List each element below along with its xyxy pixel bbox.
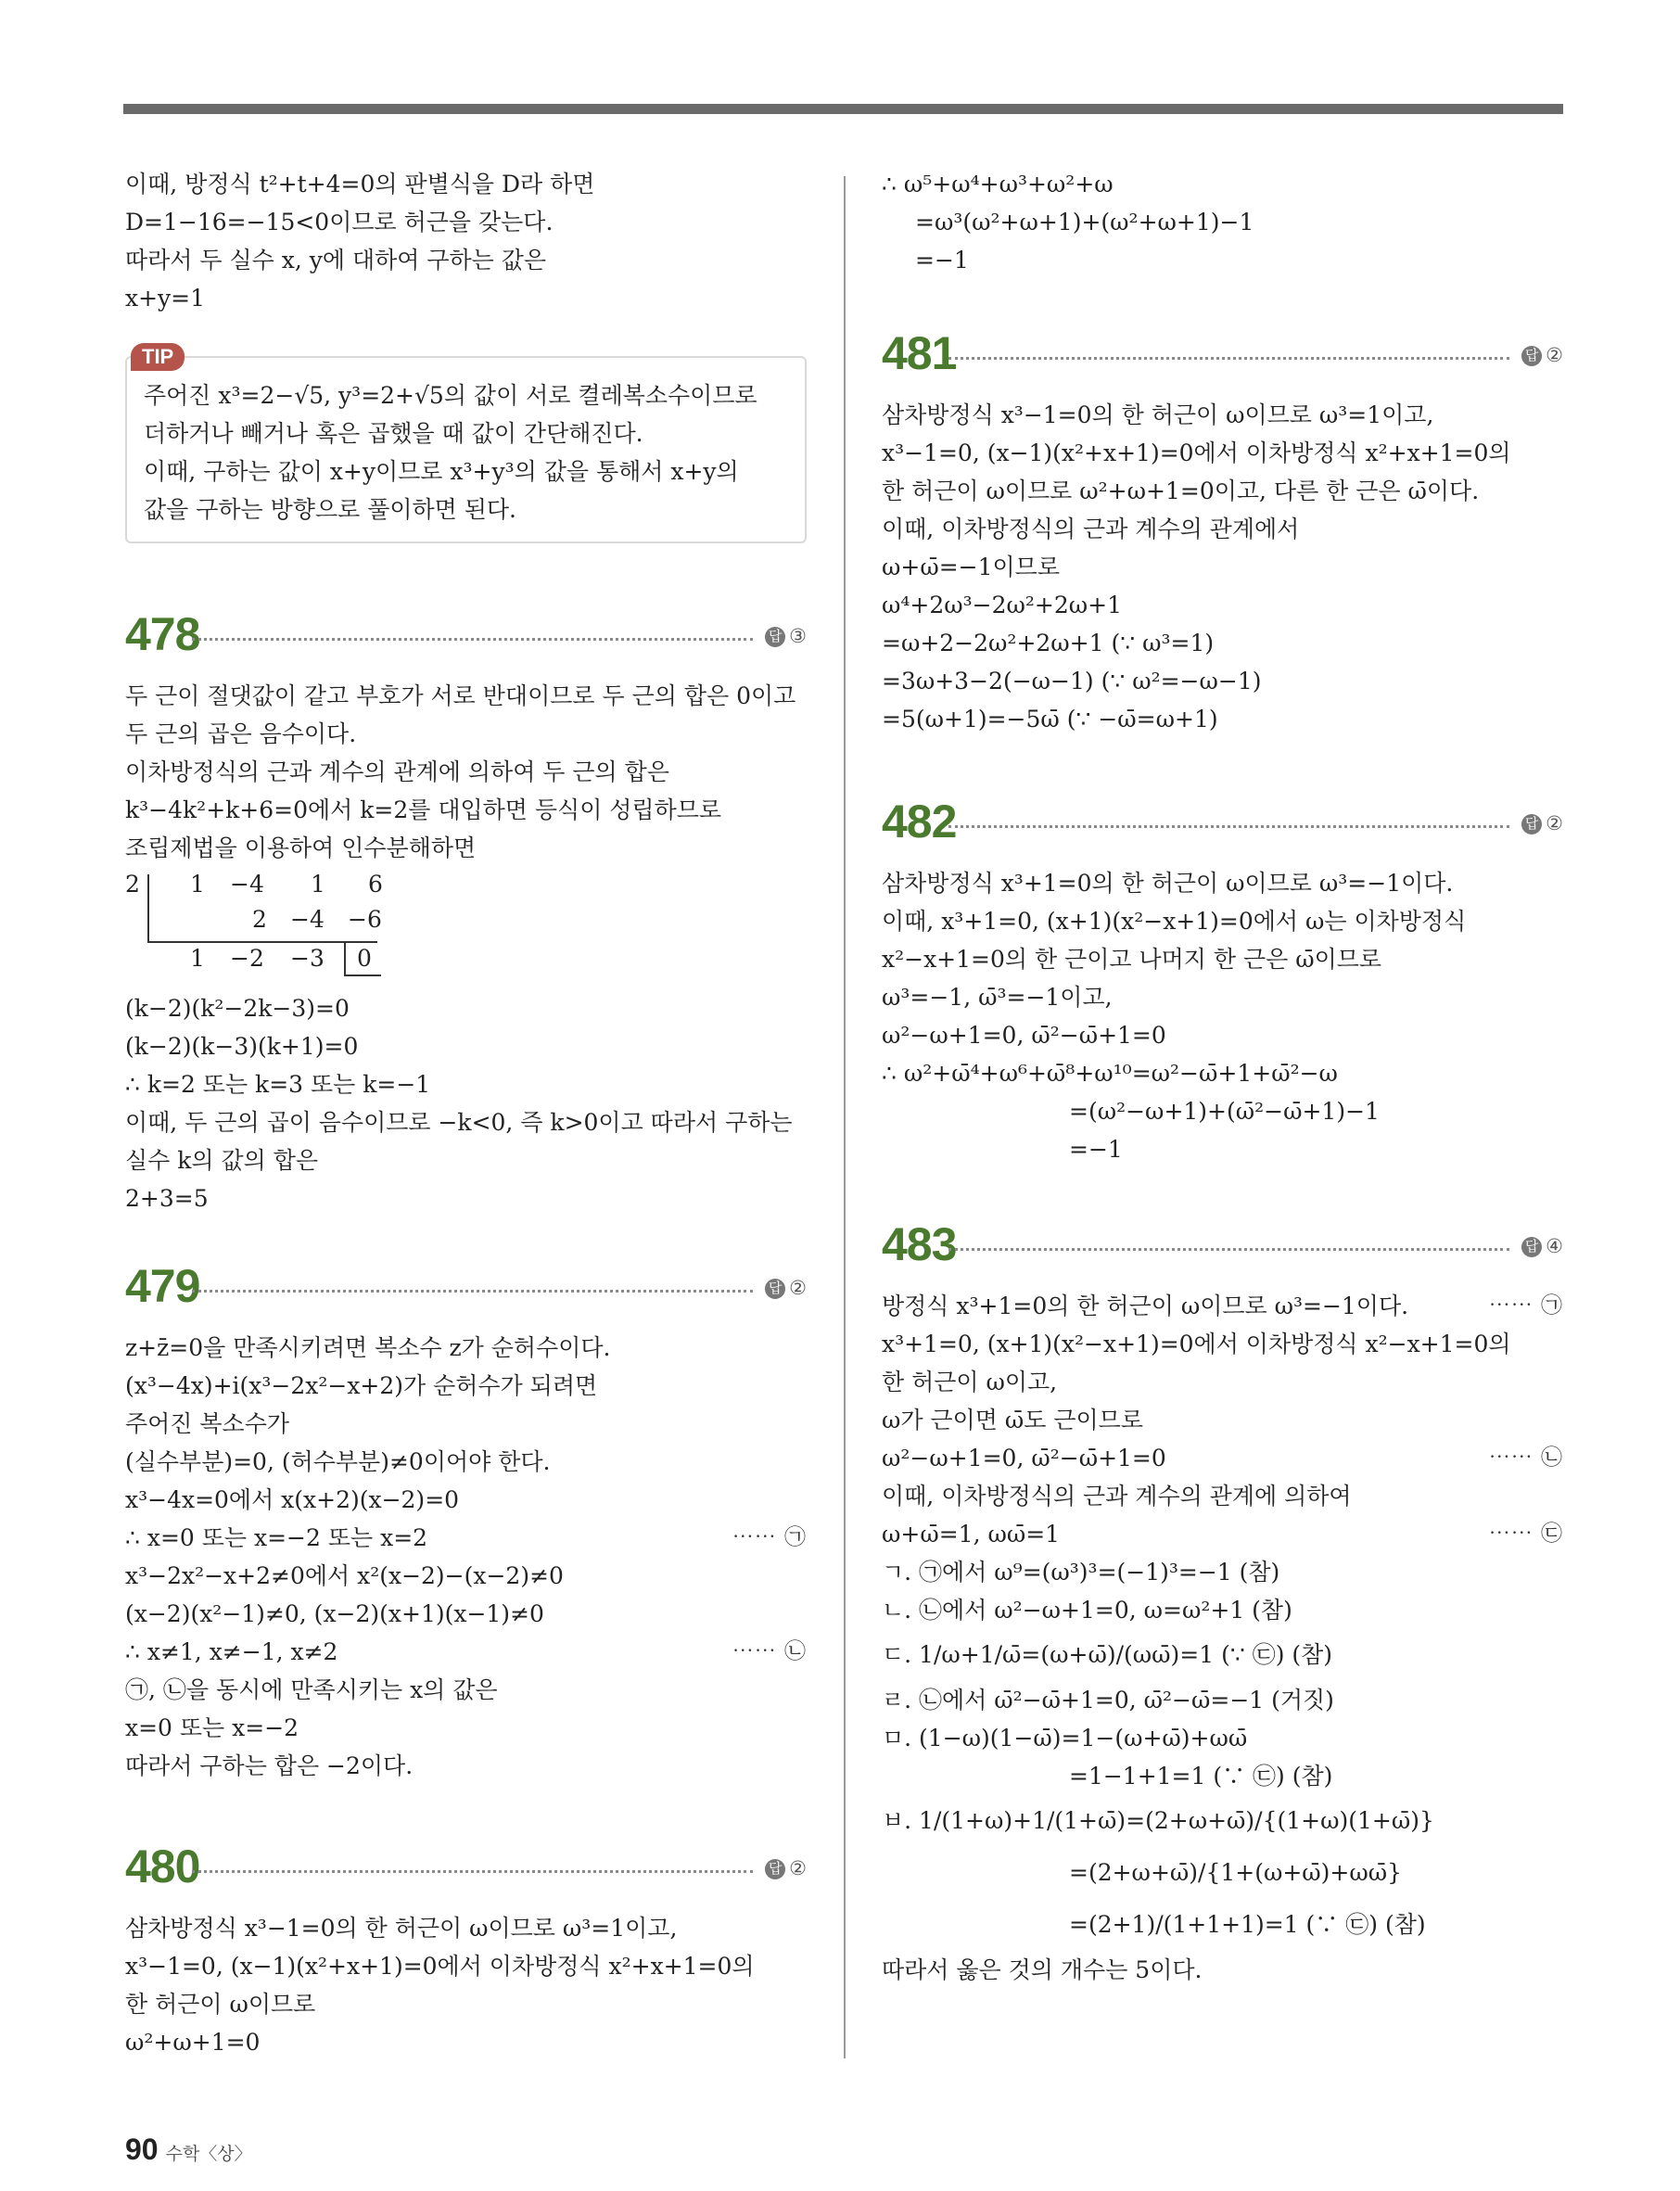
synth-horizontal-rule	[147, 941, 377, 943]
equation-marker: ⋯⋯ ㉢	[1488, 1522, 1563, 1546]
text-line: ㅂ. 1/(1+ω)+1/(1+ω̄)=(2+ω+ω̄)/{(1+ω)(1+ω̄)}	[882, 1807, 1434, 1834]
text-line: D=1−16=−15<0이므로 허근을 갖는다.	[125, 209, 554, 236]
answer-value: ③	[789, 626, 807, 647]
tip-line: 값을 구하는 방향으로 풀이하면 된다.	[144, 496, 516, 523]
text-line: (x³−4x)+i(x³−2x²−x+2)가 순허수가 되려면	[125, 1372, 598, 1399]
text-line: =ω+2−2ω²+2ω+1 (∵ ω³=1)	[882, 630, 1215, 656]
text-line: 한 허근이 ω이므로 ω²+ω+1=0이고, 다른 한 근은 ω̄이다.	[882, 478, 1480, 504]
answer-badge	[765, 1857, 807, 1880]
text-line: =−1	[1069, 1136, 1123, 1163]
answer-label-icon: 답	[765, 1859, 785, 1879]
text-line: 삼차방정식 x³−1=0의 한 허근이 ω이므로 ω³=1이고,	[125, 1915, 678, 1942]
text-line: k³−4k²+k+6=0에서 k=2를 대입하면 등식이 성립하므로	[125, 796, 722, 823]
text-line: 2+3=5	[125, 1185, 209, 1212]
text-line: ∴ x≠1, x≠−1, x≠2 ⋯⋯ ㉡	[125, 1633, 807, 1671]
answer-badge	[1521, 1235, 1563, 1258]
text-line: ω²+ω+1=0	[125, 2029, 261, 2056]
text-line: ω+ω̄=1, ωω̄=1 ⋯⋯ ㉢	[882, 1515, 1563, 1553]
answer-label-icon: 답	[765, 627, 785, 647]
text-line: =−1	[915, 247, 969, 274]
text-line: x³−1=0, (x−1)(x²+x+1)=0에서 이차방정식 x²+x+1=0의	[125, 1953, 755, 1980]
problem-number: 480	[125, 1841, 200, 1892]
answer-badge	[1521, 344, 1563, 367]
text-line: ω²−ω+1=0, ω̄²−ω̄+1=0	[882, 1022, 1166, 1049]
answer-value: ②	[789, 1858, 807, 1879]
synth-cell: −6	[348, 906, 382, 933]
text-line: (k−2)(k−3)(k+1)=0	[125, 1033, 359, 1060]
text-line: 이차방정식의 근과 계수의 관계에 의하여 두 근의 합은	[125, 758, 669, 785]
dotted-leader	[192, 1290, 753, 1293]
answer-label-icon: 답	[1521, 814, 1542, 834]
tip-line: 더하거나 빼거나 혹은 곱했을 때 값이 간단해진다.	[144, 420, 643, 447]
answer-label-icon: 답	[1521, 1237, 1542, 1257]
text-line: 이때, x³+1=0, (x+1)(x²−x+1)=0에서 ω는 이차방정식	[882, 908, 1467, 935]
text-line: ∴ ω²+ω̄⁴+ω⁶+ω̄⁸+ω¹⁰=ω²−ω̄+1+ω̄²−ω	[882, 1060, 1338, 1087]
page-number: 90	[125, 2133, 159, 2166]
text-line: ω가 근이면 ω̄도 근이므로	[882, 1407, 1143, 1433]
dotted-leader	[192, 638, 753, 641]
answer-value: ②	[1546, 813, 1563, 834]
problem-header-482	[882, 794, 1563, 859]
problem-number: 479	[125, 1260, 200, 1312]
text-line: ω+ω̄=−1이므로	[882, 554, 1060, 580]
equation-marker: ⋯⋯ ㉠	[732, 1525, 807, 1549]
text-line: x+y=1	[125, 285, 206, 312]
equation-marker: ⋯⋯ ㉠	[1488, 1293, 1563, 1318]
tip-line: 이때, 구하는 값이 x+y이므로 x³+y³의 값을 통해서 x+y의	[144, 458, 739, 485]
text-line: x³−2x²−x+2≠0에서 x²(x−2)−(x−2)≠0	[125, 1562, 564, 1589]
text-line: 따라서 구하는 합은 −2이다.	[125, 1752, 414, 1779]
synth-cell: 6	[368, 871, 383, 898]
text-line: ㄷ. 1/ω+1/ω̄=(ω+ω̄)/(ωω̄)=1 (∵ ㉢) (참)	[882, 1641, 1333, 1668]
answer-value: ④	[1546, 1236, 1563, 1257]
text-line: =1−1+1=1 (∵ ㉢) (참)	[1069, 1763, 1333, 1790]
text-line: 한 허근이 ω이고,	[882, 1369, 1058, 1395]
text-line: x²−x+1=0의 한 근이고 나머지 한 근은 ω̄이므로	[882, 946, 1382, 973]
answer-label-icon: 답	[1521, 346, 1542, 366]
top-rule	[123, 104, 1563, 114]
dotted-leader	[948, 1248, 1509, 1251]
equation-marker: ⋯⋯ ㉡	[732, 1639, 807, 1663]
text-line: 조립제법을 이용하여 인수분해하면	[125, 834, 477, 861]
text-line: ∴ k=2 또는 k=3 또는 k=−1	[125, 1071, 431, 1098]
synth-cell: 2	[252, 906, 267, 933]
tip-box	[125, 345, 807, 543]
problem-number: 481	[882, 327, 957, 379]
right-column	[882, 165, 1563, 1989]
text-line: ㉠, ㉡을 동시에 만족시키는 x의 값은	[125, 1676, 498, 1703]
text-line: 한 허근이 ω이므로	[125, 1991, 316, 2018]
text-line: 주어진 복소수가	[125, 1410, 289, 1437]
text-line: =(2+ω+ω̄)/{1+(ω+ω̄)+ωω̄}	[1069, 1859, 1403, 1886]
synth-cell: −4	[230, 871, 264, 898]
synth-cell: −3	[290, 945, 325, 972]
text-line: x³+1=0, (x+1)(x²−x+1)=0에서 이차방정식 x²−x+1=0의	[882, 1331, 1511, 1357]
text-line: ∴ x=0 또는 x=−2 또는 x=2 ⋯⋯ ㉠	[125, 1519, 807, 1557]
synth-cell: −4	[290, 906, 325, 933]
problem-number: 482	[882, 796, 957, 847]
dotted-leader	[948, 825, 1509, 828]
problem-number: 483	[882, 1218, 957, 1270]
synth-cell: −2	[230, 945, 264, 972]
answer-badge	[1521, 812, 1563, 835]
text-line: ω³=−1, ω̄³=−1이고,	[882, 984, 1113, 1011]
problem-header-479	[125, 1258, 807, 1323]
text-line: ω⁴+2ω³−2ω²+2ω+1	[882, 592, 1123, 618]
text-line: (k−2)(k²−2k−3)=0	[125, 995, 350, 1022]
text-line: (실수부분)=0, (허수부분)≠0이어야 한다.	[125, 1448, 551, 1475]
text-line: 이때, 이차방정식의 근과 계수의 관계에서	[882, 516, 1300, 542]
text-line: x=0 또는 x=−2	[125, 1714, 299, 1741]
text-line: x³−1=0, (x−1)(x²+x+1)=0에서 이차방정식 x²+x+1=0의	[882, 439, 1511, 466]
dotted-leader	[192, 1870, 753, 1873]
synth-cell: 1	[190, 871, 205, 898]
text-line: =(2+1)/(1+1+1)=1 (∵ ㉢) (참)	[1069, 1911, 1426, 1938]
text-line: 두 근의 곱은 음수이다.	[125, 720, 357, 747]
text-line: =(ω²−ω+1)+(ω̄²−ω̄+1)−1	[1069, 1098, 1380, 1125]
text-line: ㅁ. (1−ω)(1−ω̄)=1−(ω+ω̄)+ωω̄	[882, 1725, 1248, 1752]
book-title: 수학〈상〉	[165, 2145, 252, 2164]
text-line: 이때, 이차방정식의 근과 계수의 관계에 의하여	[882, 1483, 1352, 1509]
text-line: z+z̄=0을 만족시키려면 복소수 z가 순허수이다.	[125, 1334, 611, 1361]
text-line: x³−4x=0에서 x(x+2)(x−2)=0	[125, 1486, 460, 1513]
answer-value: ②	[1546, 345, 1563, 366]
text-line: 삼차방정식 x³−1=0의 한 허근이 ω이므로 ω³=1이고,	[882, 401, 1434, 428]
dotted-leader	[948, 357, 1509, 360]
answer-value: ②	[789, 1278, 807, 1299]
problem-header-481	[882, 325, 1563, 390]
text-line: =5(ω+1)=−5ω̄ (∵ −ω̄=ω+1)	[882, 706, 1218, 732]
text-line: =ω³(ω²+ω+1)+(ω²+ω+1)−1	[915, 209, 1254, 236]
synth-cell: 1	[190, 945, 205, 972]
text-line: 삼차방정식 x³+1=0의 한 허근이 ω이므로 ω³=−1이다.	[882, 870, 1454, 897]
synth-remainder: 0	[357, 945, 372, 972]
text-line: ㄱ. ㉠에서 ω⁹=(ω³)³=(−1)³=−1 (참)	[882, 1559, 1280, 1586]
tip-line: 주어진 x³=2−√5, y³=2+√5의 값이 서로 켤레복소수이므로	[144, 382, 757, 409]
text-line: 이때, 두 근의 곱이 음수이므로 −k<0, 즉 k>0이고 따라서 구하는	[125, 1109, 793, 1136]
text-line: 따라서 옳은 것의 개수는 5이다.	[882, 1956, 1203, 1983]
text-line: ㄴ. ㉡에서 ω²−ω+1=0, ω=ω²+1 (참)	[882, 1597, 1292, 1624]
problem-header-478	[125, 606, 807, 671]
text-line: ω²−ω+1=0, ω̄²−ω̄+1=0 ⋯⋯ ㉡	[882, 1439, 1563, 1477]
text-line: =3ω+3−2(−ω−1) (∵ ω²=−ω−1)	[882, 668, 1262, 694]
synth-cell: 1	[311, 871, 325, 898]
text-line: 두 근이 절댓값이 같고 부호가 서로 반대이므로 두 근의 합은 0이고	[125, 682, 796, 709]
page-footer	[125, 2133, 252, 2167]
text-line: 방정식 x³+1=0의 한 허근이 ω이므로 ω³=−1이다. ⋯⋯ ㉠	[882, 1287, 1563, 1325]
column-divider	[844, 176, 846, 2058]
left-column	[125, 165, 807, 2061]
answer-label-icon: 답	[765, 1279, 785, 1299]
problem-number: 478	[125, 608, 200, 660]
answer-badge	[765, 625, 807, 648]
text-line: 따라서 두 실수 x, y에 대하여 구하는 값은	[125, 247, 547, 274]
text-line: ∴ ω⁵+ω⁴+ω³+ω²+ω	[882, 171, 1114, 197]
answer-badge	[765, 1277, 807, 1300]
synth-divisor: 2	[125, 871, 140, 898]
synthetic-division	[125, 871, 807, 980]
text-line: 실수 k의 값의 합은	[125, 1147, 319, 1174]
equation-marker: ⋯⋯ ㉡	[1488, 1446, 1563, 1470]
problem-header-483	[882, 1217, 1563, 1281]
text-line: ㄹ. ㉡에서 ω̄²−ω̄+1=0, ω̄²−ω̄=−1 (거짓)	[882, 1687, 1334, 1713]
problem-header-480	[125, 1839, 807, 1904]
text-line: (x−2)(x²−1)≠0, (x−2)(x+1)(x−1)≠0	[125, 1600, 544, 1627]
tip-label: TIP	[131, 343, 185, 371]
text-line: 이때, 방정식 t²+t+4=0의 판별식을 D라 하면	[125, 171, 595, 197]
synth-vertical-rule	[147, 874, 149, 941]
